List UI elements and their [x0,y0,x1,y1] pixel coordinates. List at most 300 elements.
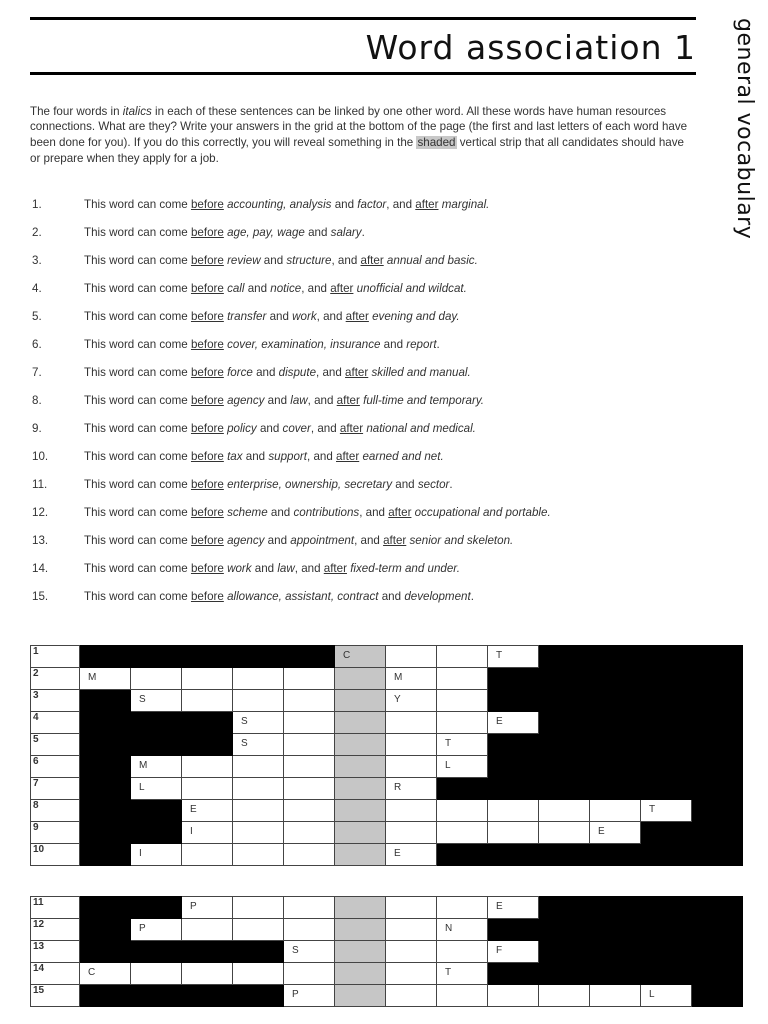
clue-connector: and [266,310,293,323]
clue-before-word: before [190,422,224,435]
clue-item [30,560,696,588]
clue-before-word: before [190,366,224,379]
grid-answer-cell[interactable] [233,668,284,690]
grid-answer-cell[interactable] [80,668,131,690]
row-number-label: 15 [33,985,45,996]
clue-item [30,504,696,532]
grid-answer-cell[interactable] [539,822,590,844]
grid-answer-cell[interactable] [284,690,335,712]
grid-answer-cell[interactable] [233,690,284,712]
clue-before-word: before [190,254,224,267]
grid-answer-cell[interactable] [386,844,437,866]
grid-blocked-cell [182,646,233,668]
grid-answer-cell[interactable] [488,941,539,963]
grid-answer-cell[interactable] [488,985,539,1007]
grid-shaded-cell[interactable] [335,756,386,778]
clue-text [84,364,471,382]
grid-answer-cell[interactable] [233,822,284,844]
grid-answer-cell[interactable] [386,985,437,1007]
grid-row [31,844,743,866]
clue-item [30,420,696,448]
given-letter: P [292,989,299,1000]
clue-after-words: earned and net. [359,450,444,463]
grid-row-number [31,800,80,822]
grid-blocked-cell [131,985,182,1007]
clue-last-before-word: structure [286,254,332,267]
grid-answer-cell[interactable] [182,897,233,919]
section-side-label: general vocabulary [732,18,757,240]
given-letter: S [292,945,299,956]
clue-lead: This word can come [84,562,191,575]
grid-blocked-cell [641,822,692,844]
clue-item [30,280,696,308]
grid-answer-cell[interactable] [437,941,488,963]
clue-before-words: enterprise, ownership, secretary [223,478,393,491]
grid-answer-cell[interactable] [233,800,284,822]
grid-answer-cell[interactable] [284,734,335,756]
grid-answer-cell[interactable] [284,822,335,844]
grid-answer-cell[interactable] [641,800,692,822]
row-number-label: 12 [33,919,45,930]
given-letter: C [88,967,96,978]
grid-answer-cell[interactable] [182,822,233,844]
grid-blocked-cell [131,941,182,963]
given-letter: L [139,782,145,793]
clue-number: 7. [32,366,42,379]
grid-blocked-cell [692,822,743,844]
grid-answer-cell[interactable] [131,690,182,712]
row-number-label: 3 [33,690,39,701]
grid-row-number [31,844,80,866]
grid-answer-cell[interactable] [386,941,437,963]
grid-answer-cell[interactable] [437,985,488,1007]
clue-text [84,392,484,410]
instructions-paragraph [30,104,696,167]
clue-item [30,336,696,364]
grid-answer-cell[interactable] [386,800,437,822]
clue-before-words: allowance, assistant, contract [223,590,379,603]
grid-answer-cell[interactable] [182,963,233,985]
grid-blocked-cell [233,646,284,668]
grid-row-number [31,712,80,734]
grid-answer-cell[interactable] [182,800,233,822]
given-letter: M [88,672,97,683]
grid-answer-cell[interactable] [437,919,488,941]
grid-blocked-cell [692,941,743,963]
clue-item [30,196,696,224]
clue-before-word: before [190,310,224,323]
grid-blocked-cell [641,963,692,985]
grid-blocked-cell [233,985,284,1007]
grid-blocked-cell [488,734,539,756]
clue-after-words: full-time and temporary. [359,394,485,407]
grid-answer-cell[interactable] [233,778,284,800]
grid-shaded-cell[interactable] [335,897,386,919]
grid-answer-cell[interactable] [437,822,488,844]
clue-last-before-word: work [292,310,317,323]
grid-shaded-cell[interactable] [335,800,386,822]
grid-blocked-cell [488,778,539,800]
clue-separator: , and [386,198,416,211]
clue-separator: , and [316,366,346,379]
grid-answer-cell[interactable] [131,668,182,690]
grid-answer-cell[interactable] [437,800,488,822]
clue-item [30,308,696,336]
clue-last-before-word: law [277,562,295,575]
row-number-label: 7 [33,778,39,789]
grid-answer-cell[interactable] [233,963,284,985]
grid-answer-cell[interactable] [284,800,335,822]
grid-blocked-cell [590,646,641,668]
grid-shaded-cell[interactable] [335,646,386,668]
grid-blocked-cell [692,897,743,919]
grid-shaded-cell[interactable] [335,963,386,985]
grid-shaded-cell[interactable] [335,712,386,734]
clue-after-word: after [360,254,384,267]
grid-answer-cell[interactable] [539,985,590,1007]
clue-number: 4. [32,282,42,295]
grid-row-number [31,822,80,844]
grid-shaded-cell[interactable] [335,941,386,963]
grid-answer-cell[interactable] [182,844,233,866]
given-letter: R [394,782,402,793]
grid-answer-cell[interactable] [437,690,488,712]
clue-connector: and [378,590,405,603]
clue-text [84,560,460,578]
grid-answer-cell[interactable] [590,800,641,822]
grid-shaded-cell[interactable] [335,822,386,844]
grid-shaded-cell[interactable] [335,919,386,941]
grid-answer-cell[interactable] [284,756,335,778]
grid-answer-cell[interactable] [284,668,335,690]
clue-before-word: before [190,338,224,351]
grid-shaded-cell[interactable] [335,985,386,1007]
grid-answer-cell[interactable] [386,646,437,668]
clue-number: 14. [32,562,49,575]
grid-blocked-cell [692,756,743,778]
grid-answer-cell[interactable] [590,985,641,1007]
grid-answer-cell[interactable] [182,756,233,778]
grid-blocked-cell [539,919,590,941]
grid-blocked-cell [539,646,590,668]
clue-lead: This word can come [84,506,191,519]
row-number-label: 8 [33,800,39,811]
clue-before-words: review [223,254,261,267]
grid-answer-cell[interactable] [131,919,182,941]
grid-blocked-cell [539,844,590,866]
grid-answer-cell[interactable] [233,712,284,734]
intro-part-1: The four words in [30,104,123,118]
grid-blocked-cell [641,844,692,866]
grid-blocked-cell [590,897,641,919]
given-letter: P [139,923,146,934]
clue-after-word: after [336,394,360,407]
clue-after-words: unofficial and wildcat. [353,282,467,295]
grid-blocked-cell [692,778,743,800]
clue-separator: , and [310,422,340,435]
clue-after-words: evening and day. [368,310,460,323]
clue-separator: , and [301,282,331,295]
clue-lead: This word can come [84,422,191,435]
given-letter: T [445,738,452,749]
clue-last-before-word: salary [330,226,362,239]
grid-blocked-cell [80,778,131,800]
clue-before-words: transfer [223,310,267,323]
clue-lead: This word can come [84,590,191,603]
grid-answer-cell[interactable] [488,800,539,822]
grid-blocked-cell [182,734,233,756]
grid-answer-cell[interactable] [233,919,284,941]
grid-answer-cell[interactable] [233,734,284,756]
intro-italics-word: italics [122,104,152,118]
grid-blocked-cell [80,800,131,822]
clue-before-word: before [190,478,224,491]
grid-answer-cell[interactable] [386,690,437,712]
grid-blocked-cell [590,844,641,866]
intro-shaded-word: shaded [417,136,456,150]
grid-blocked-cell [692,963,743,985]
grid-answer-cell[interactable] [386,668,437,690]
intro-part-2: in each of these sentences can be linked by one other word. All these words have human resources connections. What are they? Write your answers in the grid at the bottom of the page (the first and last letters of each word have been done for you). If you do this correctly, you will reveal something in the [30,104,688,150]
grid-blocked-cell [539,756,590,778]
clue-list [30,196,696,616]
clue-after-word: after [388,506,412,519]
clue-last-before-word: contributions [293,506,360,519]
grid-answer-cell[interactable] [131,963,182,985]
grid-answer-cell[interactable] [284,778,335,800]
title-bottom-rule [30,72,696,75]
grid-row-number [31,690,80,712]
clue-text [84,448,444,466]
grid-answer-cell[interactable] [284,985,335,1007]
clue-text [84,532,513,550]
clue-before-words: tax [223,450,243,463]
clue-before-word: before [190,282,224,295]
grid-answer-cell[interactable] [437,668,488,690]
grid-answer-cell[interactable] [284,712,335,734]
grid-answer-cell[interactable] [539,800,590,822]
grid-blocked-cell [80,756,131,778]
clue-text [84,252,478,270]
grid-blocked-cell [284,646,335,668]
clue-after-words: senior and skeleton. [406,534,514,547]
grid-row-number [31,646,80,668]
grid-blocked-cell [131,646,182,668]
clue-before-word: before [190,534,224,547]
grid-answer-cell[interactable] [488,646,539,668]
grid-blocked-cell [131,897,182,919]
clue-lead: This word can come [84,226,191,239]
grid-answer-cell[interactable] [284,963,335,985]
grid-blocked-cell [641,690,692,712]
given-letter: E [496,901,503,912]
clue-after-words: skilled and manual. [368,366,471,379]
given-letter: E [496,716,503,727]
grid-blocked-cell [437,778,488,800]
grid-answer-cell[interactable] [386,822,437,844]
grid-answer-cell[interactable] [488,822,539,844]
grid-answer-cell[interactable] [233,756,284,778]
clue-text [84,476,453,494]
grid-answer-cell[interactable] [386,919,437,941]
grid-row-number [31,756,80,778]
clue-item [30,364,696,392]
grid-blocked-cell [692,919,743,941]
grid-answer-cell[interactable] [437,963,488,985]
clue-before-words: scheme [223,506,268,519]
clue-lead: This word can come [84,254,191,267]
row-number-label: 2 [33,668,39,679]
grid-blocked-cell [590,734,641,756]
grid-blocked-cell [539,690,590,712]
grid-blocked-cell [692,668,743,690]
clue-separator: . [470,590,474,603]
given-letter: M [139,760,148,771]
clue-before-words: agency [223,534,265,547]
given-letter: I [139,848,142,859]
grid-shaded-cell[interactable] [335,734,386,756]
grid-row-number [31,985,80,1007]
grid-blocked-cell [590,668,641,690]
clue-text [84,420,476,438]
row-number-label: 9 [33,822,39,833]
clue-connector: and [331,198,358,211]
clue-item [30,588,696,616]
clue-separator: , and [316,310,346,323]
clue-before-word: before [190,226,224,239]
grid-row-number [31,734,80,756]
grid-blocked-cell [539,778,590,800]
clue-before-word: before [190,394,224,407]
grid-row [31,668,743,690]
clue-lead: This word can come [84,534,191,547]
grid-shaded-cell[interactable] [335,668,386,690]
grid-blocked-cell [131,800,182,822]
grid-answer-cell[interactable] [284,897,335,919]
grid-answer-cell[interactable] [284,844,335,866]
clue-before-word: before [190,506,224,519]
grid-row [31,963,743,985]
title-top-rule [30,17,696,20]
clue-after-words: annual and basic. [383,254,478,267]
grid-blocked-cell [80,712,131,734]
grid-row [31,646,743,668]
grid-blocked-cell [590,756,641,778]
grid-answer-cell[interactable] [641,985,692,1007]
grid-shaded-cell[interactable] [335,690,386,712]
clue-number: 2. [32,226,42,239]
grid-blocked-cell [488,690,539,712]
grid-answer-cell[interactable] [131,844,182,866]
grid-answer-cell[interactable] [386,734,437,756]
grid-blocked-cell [590,690,641,712]
grid-blocked-cell [641,734,692,756]
grid-blocked-cell [590,963,641,985]
grid-answer-cell[interactable] [437,712,488,734]
clue-after-word: after [330,282,354,295]
row-number-label: 14 [33,963,45,974]
clue-number: 11. [32,478,48,491]
grid-answer-cell[interactable] [131,756,182,778]
clue-connector: and [242,450,269,463]
clue-text [84,588,474,606]
clue-separator: . [436,338,440,351]
grid-answer-cell[interactable] [233,897,284,919]
grid-answer-cell[interactable] [182,778,233,800]
clue-separator: , and [359,506,389,519]
grid-answer-cell[interactable] [233,844,284,866]
grid-blocked-cell [539,941,590,963]
grid-answer-cell[interactable] [386,963,437,985]
grid-answer-cell[interactable] [437,897,488,919]
clue-text [84,224,365,242]
grid-blocked-cell [641,646,692,668]
grid-shaded-cell[interactable] [335,778,386,800]
grid-row [31,800,743,822]
grid-answer-cell[interactable] [386,756,437,778]
grid-answer-cell[interactable] [488,897,539,919]
row-number-label: 4 [33,712,39,723]
row-number-label: 5 [33,734,39,745]
grid-blocked-cell [641,778,692,800]
given-letter: T [649,804,656,815]
grid-answer-cell[interactable] [284,919,335,941]
grid-row-number [31,778,80,800]
grid-answer-cell[interactable] [182,919,233,941]
given-letter: C [343,650,351,661]
grid-row [31,712,743,734]
given-letter: P [190,901,197,912]
grid-answer-cell[interactable] [437,646,488,668]
grid-blocked-cell [233,941,284,963]
clue-number: 3. [32,254,42,267]
grid-answer-cell[interactable] [386,778,437,800]
clue-item [30,252,696,280]
grid-answer-cell[interactable] [590,822,641,844]
grid-row [31,919,743,941]
grid-answer-cell[interactable] [182,690,233,712]
clue-number: 5. [32,310,42,323]
grid-blocked-cell [182,985,233,1007]
clue-text [84,308,460,326]
grid-answer-cell[interactable] [182,668,233,690]
grid-answer-cell[interactable] [437,756,488,778]
clue-text [84,280,467,298]
grid-answer-cell[interactable] [80,963,131,985]
grid-blocked-cell [641,712,692,734]
grid-shaded-cell[interactable] [335,844,386,866]
grid-row-number [31,897,80,919]
grid-blocked-cell [692,844,743,866]
clue-number: 9. [32,422,42,435]
clue-separator: , and [307,394,337,407]
clue-number: 6. [32,338,42,351]
clue-before-word: before [190,562,224,575]
grid-blocked-cell [80,941,131,963]
clue-number: 10. [32,450,49,463]
clue-connector: and [267,506,294,519]
grid-answer-cell[interactable] [284,941,335,963]
grid-row [31,734,743,756]
grid-answer-cell[interactable] [131,778,182,800]
grid-answer-cell[interactable] [437,734,488,756]
clue-connector: and [392,478,418,491]
grid-answer-cell[interactable] [488,712,539,734]
clue-connector: and [264,394,291,407]
grid-answer-cell[interactable] [386,897,437,919]
grid-answer-cell[interactable] [386,712,437,734]
clue-item [30,392,696,420]
